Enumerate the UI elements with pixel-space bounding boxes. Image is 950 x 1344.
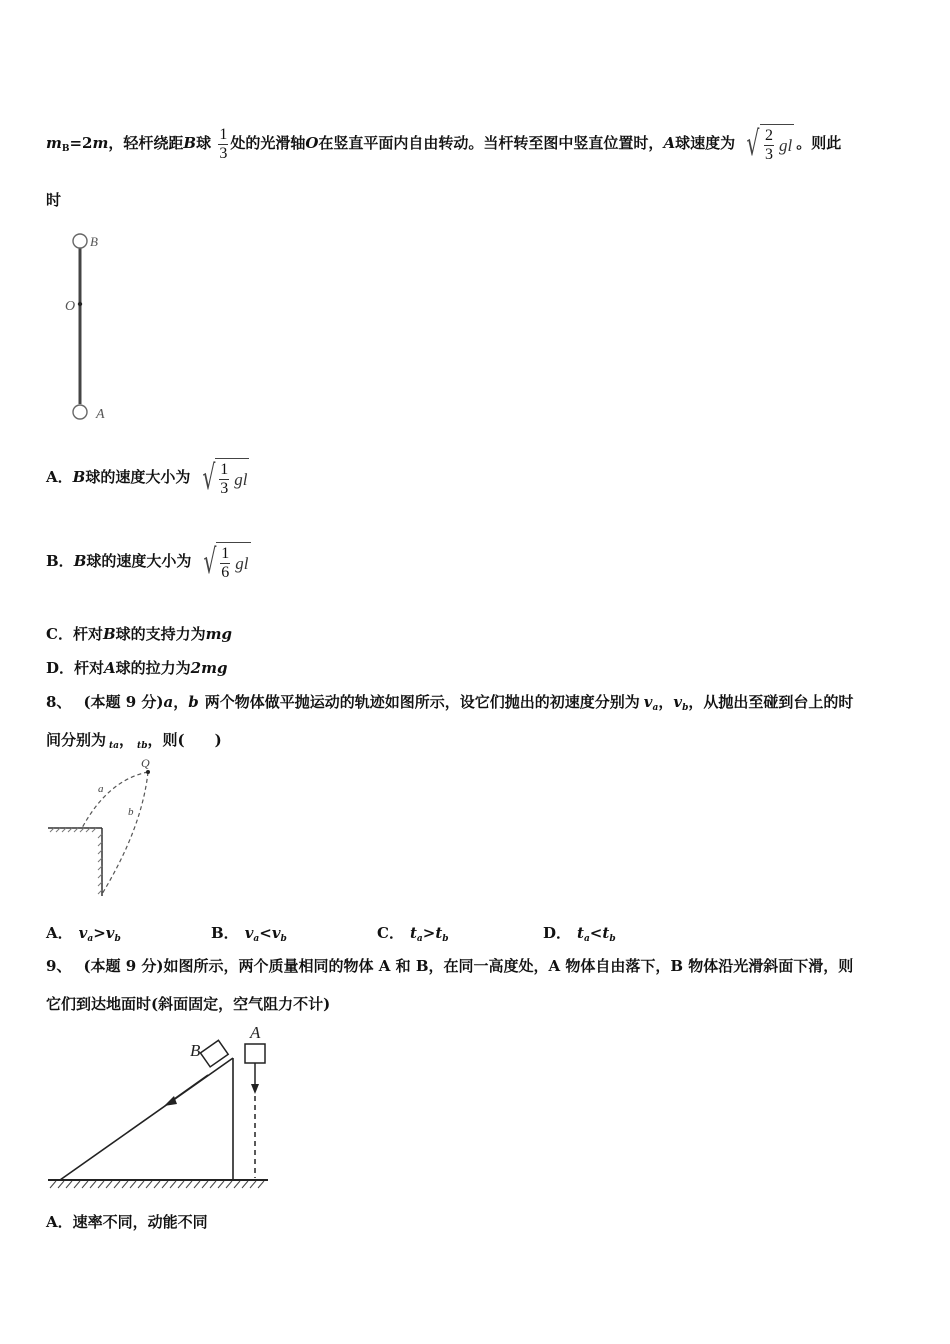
op: > bbox=[422, 924, 436, 942]
frac-num: 1 bbox=[220, 461, 229, 478]
option-label: C．杆对 bbox=[46, 625, 103, 643]
q7-text-2: 球 bbox=[196, 134, 212, 152]
v: v bbox=[271, 924, 281, 942]
gl-symbol: gl bbox=[234, 469, 248, 489]
q7-O: O bbox=[305, 134, 319, 152]
q8-trajectory-figure bbox=[44, 758, 174, 900]
sqrt-sign-icon: √ bbox=[201, 458, 215, 498]
q7-option-c[interactable] bbox=[46, 623, 232, 644]
t: t bbox=[409, 924, 417, 942]
q8-stem-line2 bbox=[46, 729, 222, 757]
frac-num: 2 bbox=[765, 127, 773, 144]
label-B: B bbox=[90, 234, 98, 249]
sub: a bbox=[583, 934, 590, 944]
sub: a bbox=[253, 934, 260, 944]
option-label: A． bbox=[46, 924, 73, 942]
label-b: b bbox=[128, 806, 134, 818]
q7-option-b[interactable] bbox=[46, 542, 253, 582]
q7-option-a[interactable] bbox=[46, 458, 251, 498]
q7-rod-figure bbox=[60, 228, 120, 428]
q8-number: 8、 bbox=[46, 693, 72, 711]
q9-stem-line2: 它们到达地面时(斜面固定，空气阻力不计) bbox=[46, 995, 331, 1013]
sqrt-expression bbox=[198, 458, 250, 498]
sub: b bbox=[114, 934, 121, 944]
q8-text-1: 两个物体做平抛运动的轨迹如图所示，设它们抛出的初速度分别为 bbox=[204, 693, 640, 711]
q8-option-C[interactable] bbox=[377, 922, 449, 944]
q7-A: A bbox=[663, 134, 676, 152]
q7-text-5: 球速度为 bbox=[675, 134, 736, 152]
q7-B: B bbox=[183, 134, 197, 152]
q8-option-D[interactable] bbox=[543, 922, 616, 944]
q8-va: v bbox=[643, 693, 653, 711]
gl-symbol: gl bbox=[779, 135, 793, 155]
v: v bbox=[105, 924, 115, 942]
q9-number: 9、 bbox=[46, 957, 72, 975]
q8-sep: ， bbox=[658, 693, 674, 711]
trajectory-b bbox=[102, 772, 148, 894]
option-label: D． bbox=[543, 924, 572, 942]
q7-option-d[interactable] bbox=[46, 657, 227, 678]
ball-A bbox=[73, 405, 87, 419]
option-value: 2mg bbox=[190, 659, 228, 677]
q9-stem-line1 bbox=[46, 955, 853, 977]
op: < bbox=[589, 924, 603, 942]
q9-option-a[interactable]: A．速率不同，动能不同 bbox=[46, 1213, 208, 1231]
q7-stem-line2: 时 bbox=[46, 191, 62, 209]
sqrt-sign-icon: √ bbox=[202, 542, 216, 582]
q8-ta: ta bbox=[109, 741, 120, 751]
frac-num: 1 bbox=[221, 545, 230, 562]
B: B bbox=[102, 625, 116, 643]
label-O: O bbox=[65, 299, 76, 314]
q7-text-6: 。则此 bbox=[796, 134, 842, 152]
q7-text-3: 处的光滑轴 bbox=[230, 134, 306, 152]
label-B: B bbox=[190, 1041, 201, 1060]
frac-den: 6 bbox=[221, 564, 230, 581]
q8-va-sub: a bbox=[652, 703, 659, 713]
ground-hatch bbox=[50, 1181, 264, 1188]
v: v bbox=[78, 924, 88, 942]
q8-text-2: ，从抛出至碰到台上的时 bbox=[688, 693, 854, 711]
t: t bbox=[602, 924, 610, 942]
option-text: 球的支持力为 bbox=[115, 625, 206, 643]
option-label: D．杆对 bbox=[46, 659, 105, 677]
sub: b bbox=[280, 934, 287, 944]
q7-fraction-one-third bbox=[218, 126, 228, 163]
option-text: 球的拉力为 bbox=[115, 659, 191, 677]
sqrt-expression bbox=[199, 542, 251, 582]
option-value: mg bbox=[205, 625, 233, 643]
label-A: A bbox=[96, 407, 105, 422]
q7-mass-eq: =2 bbox=[69, 134, 93, 152]
label-Q: Q bbox=[141, 758, 150, 770]
q8-sep2: ， bbox=[119, 731, 135, 749]
option-label: B． bbox=[211, 924, 239, 942]
op: > bbox=[93, 924, 106, 942]
option-text: 球的速度大小为 bbox=[85, 468, 191, 486]
q8-a: a bbox=[163, 693, 174, 711]
q7-sqrt-expression bbox=[742, 124, 794, 164]
trajectory-a bbox=[82, 772, 148, 828]
label-A: A bbox=[250, 1023, 261, 1042]
block-A bbox=[245, 1044, 265, 1063]
option-label: B． bbox=[46, 552, 74, 570]
frac-den: 3 bbox=[220, 480, 229, 497]
axis-O-dot bbox=[78, 302, 82, 306]
arrow-B-shaft bbox=[170, 1075, 208, 1102]
sub: a bbox=[87, 934, 94, 944]
q9-incline-figure bbox=[44, 1020, 274, 1196]
frac-den: 3 bbox=[219, 144, 228, 162]
t: t bbox=[577, 924, 584, 942]
q8-text-3: 间分别为 bbox=[46, 731, 107, 749]
t: t bbox=[435, 924, 443, 942]
point-Q bbox=[146, 770, 150, 774]
q8-vb: v bbox=[673, 693, 683, 711]
option-text: 球的速度大小为 bbox=[86, 552, 192, 570]
gl-symbol: gl bbox=[235, 553, 249, 573]
label-a: a bbox=[98, 783, 104, 795]
q8-option-B[interactable] bbox=[211, 922, 287, 944]
q8-vb-sub: b bbox=[682, 703, 689, 713]
ball-B bbox=[73, 234, 87, 248]
q7-mass-sub: B bbox=[61, 144, 70, 154]
q8-stem-line1 bbox=[46, 691, 853, 719]
option-label: A． bbox=[46, 468, 73, 486]
q7-text-4: 在竖直平面内自由转动。当杆转至图中竖直位置时， bbox=[318, 134, 664, 152]
op: < bbox=[259, 924, 272, 942]
q7-stem-line1 bbox=[46, 124, 841, 164]
sub: a bbox=[416, 934, 423, 944]
q8-option-A[interactable] bbox=[46, 922, 121, 944]
q7-mass-symbol: m bbox=[46, 134, 62, 152]
frac-num: 1 bbox=[219, 125, 228, 143]
A: A bbox=[104, 659, 116, 677]
option-label: C． bbox=[377, 924, 404, 942]
q8-comma: ， bbox=[173, 693, 189, 711]
arrow-A-head bbox=[251, 1084, 259, 1094]
v: v bbox=[244, 924, 254, 942]
q8-score: (本题 9 分) bbox=[83, 693, 164, 711]
q8-text-4: ，则( ) bbox=[147, 731, 222, 749]
block-B bbox=[200, 1040, 228, 1067]
sub: b bbox=[609, 934, 616, 944]
sub: b bbox=[442, 934, 449, 944]
q7-text-1: ，轻杆绕距 bbox=[108, 134, 184, 152]
frac-den: 3 bbox=[765, 146, 773, 163]
B: B bbox=[73, 552, 87, 570]
B: B bbox=[72, 468, 86, 486]
q8-b: b bbox=[188, 693, 199, 711]
q9-text-1: (本题 9 分)如图所示，两个质量相同的物体 A 和 B，在同一高度处，A 物体自由落下，B 物体沿光滑斜面下滑，则 bbox=[83, 957, 854, 975]
q7-mass-unit: m bbox=[92, 134, 109, 152]
sqrt-sign-icon: √ bbox=[746, 124, 760, 164]
q8-tb: tb bbox=[137, 741, 148, 751]
